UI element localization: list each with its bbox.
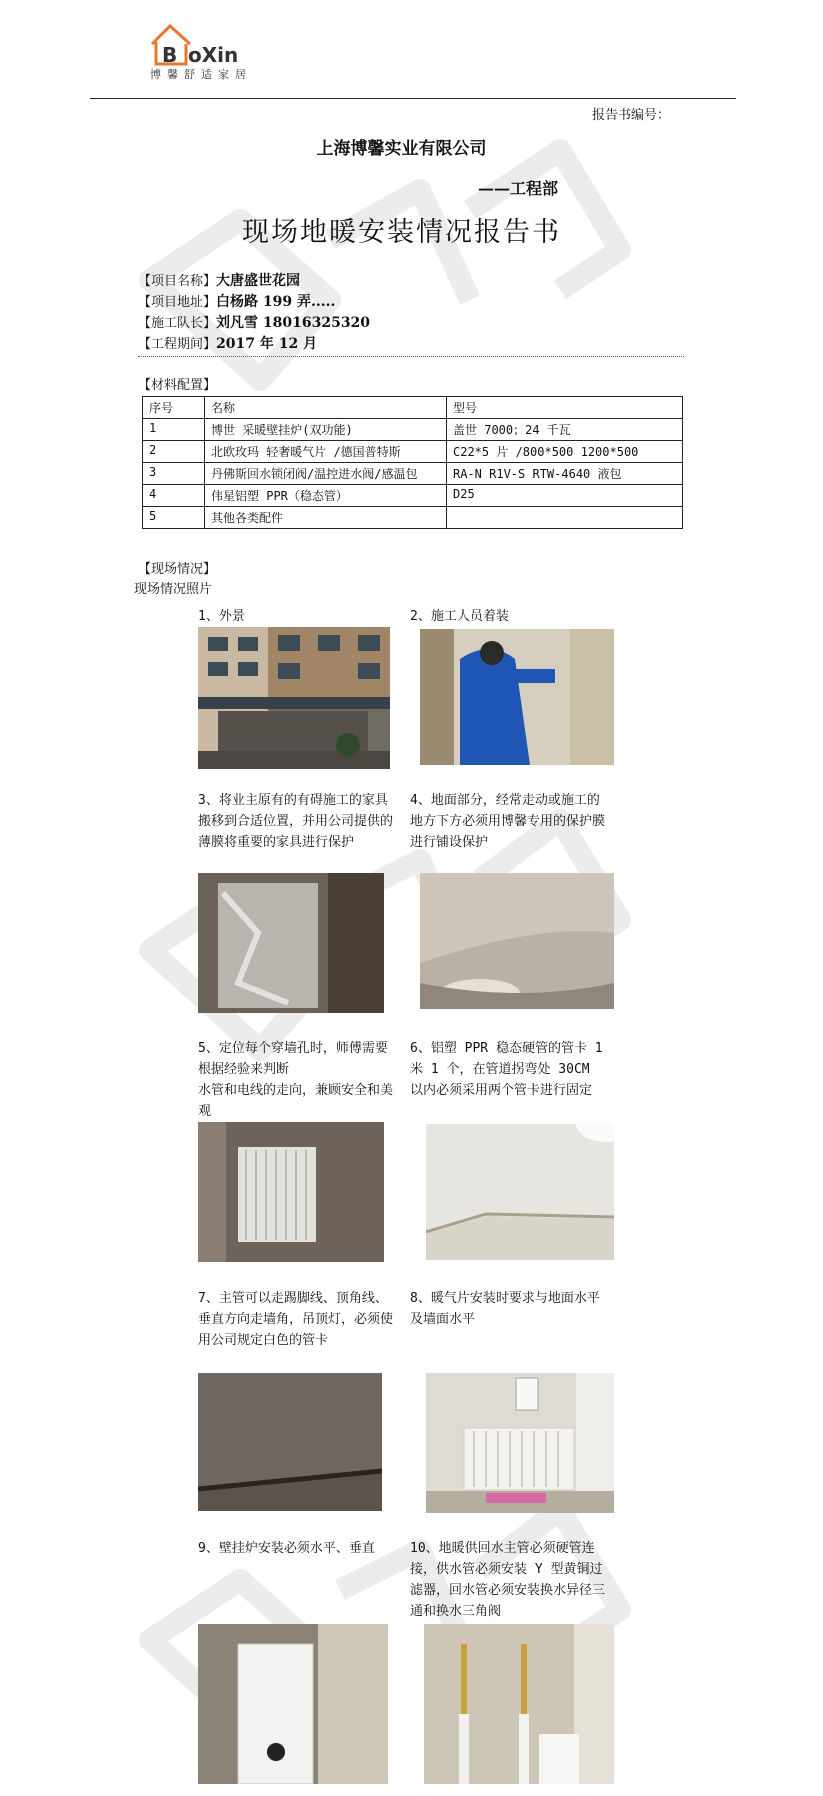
- materials-heading: 【材料配置】: [138, 378, 217, 393]
- photo-caption-7: 7、主管可以走踢脚线、顶角线、垂直方向走墙角，吊顶灯，必须使用公司规定白色的管卡: [198, 1291, 394, 1348]
- table-row: 1 博世 采暖壁挂炉(双功能) 盖世 7000；24 千瓦: [143, 419, 683, 441]
- col-header: 名称: [205, 397, 447, 419]
- photo-pipe-clips: [426, 1124, 614, 1260]
- svg-text:B: B: [162, 43, 178, 67]
- photo-caption-10: 10、地暖供回水主管必须硬管连接，供水管必须安装 Y 型黄铜过滤器，回水管必须安装换水异径三通和换水三角阀: [410, 1541, 606, 1619]
- photo-main-pipe: [198, 1373, 382, 1511]
- project-name: 【项目名称】大唐盛世花园: [138, 273, 301, 289]
- header-divider: [90, 98, 736, 99]
- photo-radiator-wall: [198, 1122, 384, 1262]
- table-row: 2 北欧玫玛 轻奢暖气片 /德国普特斯 C22*5 片 /800*500 1200*500: [143, 441, 683, 463]
- photo-worker: [420, 629, 614, 765]
- site-heading: 【现场情况】: [138, 562, 217, 577]
- photo-caption-4: 4、地面部分，经常走动或施工的地方下方必须用博馨专用的保护膜进行铺设保护: [410, 793, 606, 850]
- company-name: 上海博馨实业有限公司: [316, 139, 487, 159]
- info-divider: [138, 356, 684, 357]
- table-row: 3 丹佛斯回水锁闭阀/温控进水阀/感温包 RA-N R1V-S RTW-4640 液包: [143, 463, 683, 485]
- photo-caption-5: 5、定位每个穿墙孔时，师傅需要根据经验来判断 水管和电线的走向，兼顾安全和美观: [198, 1041, 394, 1119]
- col-header: 序号: [143, 397, 205, 419]
- table-row: 4 伟星铝塑 PPR（稳态管） D25: [143, 485, 683, 507]
- materials-table: [142, 396, 683, 529]
- table-row: 5 其他各类配件: [143, 507, 683, 529]
- logo-subtitle: 博馨舒适家居: [150, 68, 252, 81]
- photo-exterior: [198, 627, 390, 769]
- department: ——工程部: [478, 179, 559, 198]
- photo-caption-8: 8、暖气片安装时要求与地面水平及墙面水平: [410, 1291, 600, 1327]
- col-header: 型号: [447, 397, 683, 419]
- photo-radiator-level: [426, 1373, 614, 1513]
- team-leader: 【施工队长】刘凡雪 18016325320: [138, 315, 371, 331]
- photo-pipe-connections: [424, 1624, 614, 1784]
- report-title: 现场地暖安装情况报告书: [242, 217, 561, 248]
- project-address: 【项目地址】白杨路 199 弄.....: [138, 294, 336, 310]
- project-period: 【工程期间】2017 年 12 月: [138, 336, 318, 352]
- photo-caption-2: 2、施工人员着装: [410, 609, 509, 624]
- photo-caption-1: 1、外景: [198, 609, 245, 624]
- photo-caption-9: 9、壁挂炉安装必须水平、垂直: [198, 1541, 375, 1556]
- site-subheading: 现场情况照片: [134, 582, 213, 597]
- photo-furniture-protection: [198, 873, 384, 1013]
- photo-caption-3: 3、将业主原有的有碍施工的家具搬移到合适位置，并用公司提供的薄膜将重要的家具进行保护: [198, 793, 394, 850]
- photo-floor-protection: [420, 873, 614, 1009]
- report-number-label: 报告书编号：: [592, 108, 671, 123]
- table-header-row: [143, 397, 683, 419]
- svg-text:oXin: oXin: [188, 43, 239, 67]
- photo-caption-6: 6、铝塑 PPR 稳态硬管的管卡 1 米 1 个，在管道拐弯处 30CM 以内必须采用两个管卡进行固定: [410, 1041, 603, 1098]
- photo-boiler: [198, 1624, 388, 1784]
